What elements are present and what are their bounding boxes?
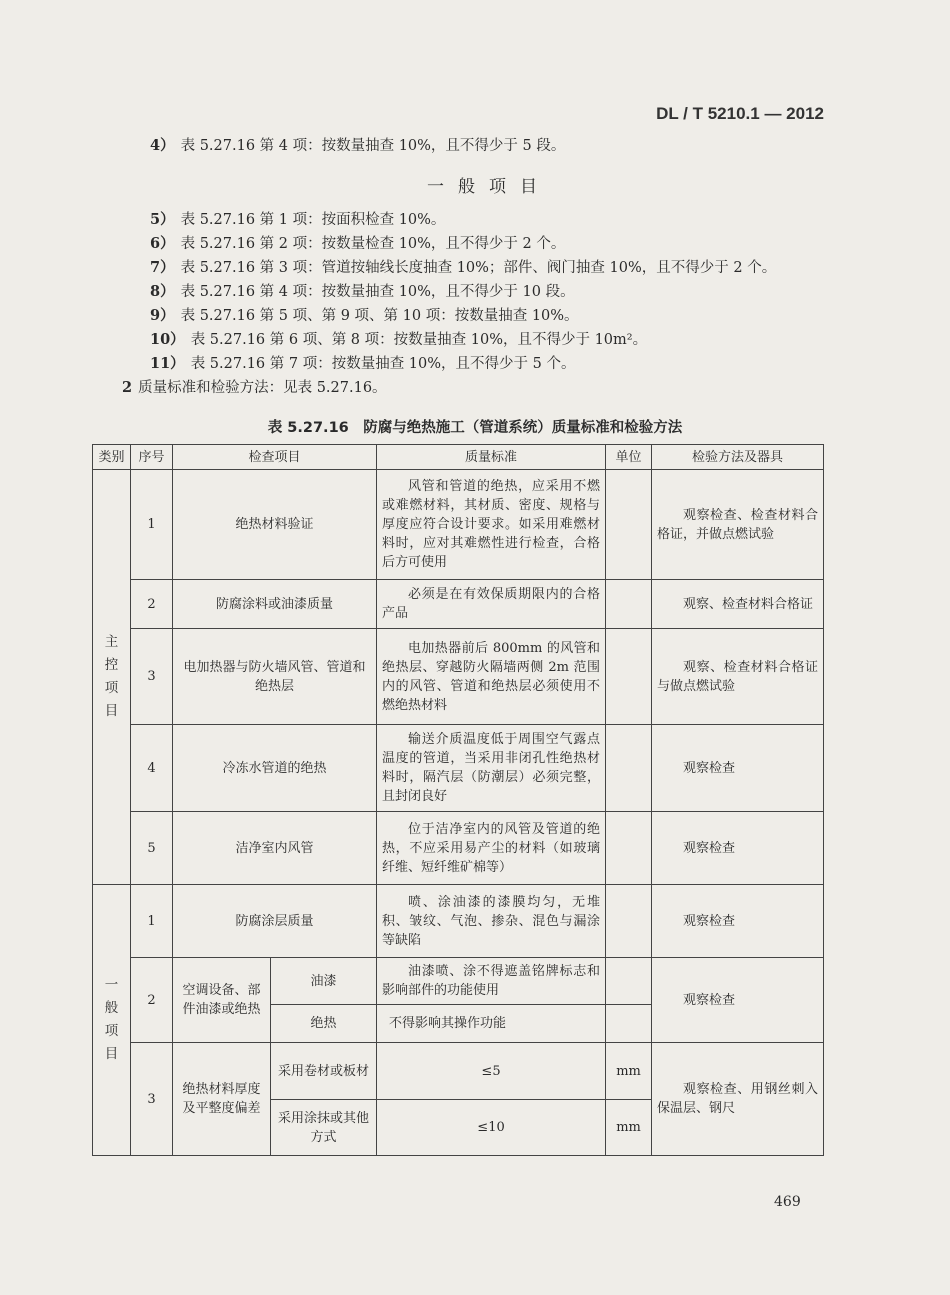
list-item [150, 210, 445, 230]
item-text: 质量标准和检验方法：见表 5.27.16。 [138, 380, 387, 396]
item-number: 8） [150, 283, 175, 300]
item-number: 9） [150, 307, 175, 324]
row-unit [606, 629, 652, 725]
row-unit [606, 470, 652, 580]
sub-item: 采用卷材或板材 [271, 1043, 377, 1100]
table-row [93, 629, 824, 725]
row-standard: 风管和管道的绝热，应采用不燃或难燃材料，其材质、密度、规格与厚度应符合设计要求。如采用难燃材料时，应对其难燃性进行检查，合格后方可使用 [377, 470, 606, 580]
row-method: 观察检查 [652, 725, 824, 812]
table-row [93, 812, 824, 885]
row-standard: ≤5 [377, 1043, 606, 1100]
row-standard: 输送介质温度低于周围空气露点温度的管道，当采用非闭孔性绝热材料时，隔汽层（防潮层）必须完整，且封闭良好 [377, 725, 606, 812]
row-method: 观察检查 [652, 885, 824, 958]
list-item [150, 354, 575, 374]
row-method: 观察、检查材料合格证与做点燃试验 [652, 629, 824, 725]
quality-standard-table [92, 444, 824, 1156]
page-number: 469 [774, 1194, 801, 1210]
row-no: 2 [131, 958, 173, 1043]
row-item: 电加热器与防火墙风管、管道和绝热层 [173, 629, 377, 725]
item-number: 7） [150, 259, 175, 276]
standard-code: DL / T 5210.1 — 2012 [656, 104, 824, 123]
row-no: 4 [131, 725, 173, 812]
row-unit [606, 812, 652, 885]
item-text: 表 5.27.16 第 4 项：按数量抽查 10%，且不得少于 5 段。 [180, 138, 566, 154]
row-standard: 喷、涂油漆的漆膜均匀，无堆积、皱纹、气泡、掺杂、混色与漏涂等缺陷 [377, 885, 606, 958]
row-unit [606, 725, 652, 812]
row-method: 观察检查、检查材料合格证，并做点燃试验 [652, 470, 824, 580]
row-no: 2 [131, 580, 173, 629]
row-method: 观察检查 [652, 958, 824, 1043]
row-standard: 电加热器前后 800mm 的风管和绝热层、穿越防火隔墙两侧 2m 范围内的风管、管道和绝热层必须使用不燃绝热材料 [377, 629, 606, 725]
row-item: 防腐涂层质量 [173, 885, 377, 958]
row-standard: 油漆喷、涂不得遮盖铭牌标志和影响部件的功能使用 [377, 958, 606, 1005]
table-row [93, 958, 824, 1005]
row-item: 绝热材料厚度及平整度偏差 [173, 1043, 271, 1156]
row-item: 洁净室内风管 [173, 812, 377, 885]
table-row [93, 885, 824, 958]
table-row [93, 1043, 824, 1100]
category-general: 一 般 项 目 [93, 885, 131, 1156]
row-standard: 必须是在有效保质期限内的合格产品 [377, 580, 606, 629]
item-number: 6） [150, 235, 175, 252]
table-header-row [93, 445, 824, 470]
header-method: 检验方法及器具 [652, 445, 824, 470]
row-method: 观察检查 [652, 812, 824, 885]
row-item: 空调设备、部件油漆或绝热 [173, 958, 271, 1043]
item-text: 表 5.27.16 第 7 项：按数量抽查 10%，且不得少于 5 个。 [190, 356, 576, 372]
row-unit: mm [606, 1043, 652, 1100]
header-unit: 单位 [606, 445, 652, 470]
section-title-general: 一般项目 [427, 177, 551, 197]
row-standard: 不得影响其操作功能 [377, 1005, 606, 1043]
row-unit [606, 958, 652, 1005]
row-no: 3 [131, 1043, 173, 1156]
item-number: 5） [150, 211, 175, 228]
header-item: 检查项目 [173, 445, 377, 470]
item-text: 表 5.27.16 第 6 项、第 8 项：按数量抽查 10%，且不得少于 10m²。 [190, 332, 648, 348]
row-unit [606, 885, 652, 958]
row-method: 观察检查、用钢丝刺入保温层、钢尺 [652, 1043, 824, 1156]
row-no: 3 [131, 629, 173, 725]
row-item: 冷冻水管道的绝热 [173, 725, 377, 812]
row-method: 观察、检查材料合格证 [652, 580, 824, 629]
item-number: 11） [150, 355, 185, 372]
table-row [93, 580, 824, 629]
row-unit: mm [606, 1100, 652, 1156]
row-unit [606, 1005, 652, 1043]
row-no: 1 [131, 470, 173, 580]
item-text: 表 5.27.16 第 2 项：按数量检查 10%，且不得少于 2 个。 [180, 236, 566, 252]
header-standard: 质量标准 [377, 445, 606, 470]
list-item [150, 234, 565, 254]
list-item [150, 330, 647, 350]
row-standard: 位于洁净室内的风管及管道的绝热，不应采用易产尘的材料（如玻璃纤维、短纤维矿棉等） [377, 812, 606, 885]
list-item [150, 258, 776, 278]
table-caption: 表 5.27.16 防腐与绝热施工（管道系统）质量标准和检验方法 [267, 420, 683, 436]
item-number: 2 [122, 379, 133, 396]
row-standard: ≤10 [377, 1100, 606, 1156]
row-unit [606, 580, 652, 629]
clause-2 [122, 378, 387, 398]
list-item [150, 282, 575, 302]
header-no: 序号 [131, 445, 173, 470]
item-number: 10） [150, 331, 185, 348]
row-item: 防腐涂料或油漆质量 [173, 580, 377, 629]
item-text: 表 5.27.16 第 5 项、第 9 项、第 10 项：按数量抽查 10%。 [180, 308, 579, 324]
header-category: 类别 [93, 445, 131, 470]
sub-item: 绝热 [271, 1005, 377, 1043]
row-no: 5 [131, 812, 173, 885]
sub-item: 采用涂抹或其他方式 [271, 1100, 377, 1156]
list-item [150, 306, 579, 326]
category-main: 主 控 项 目 [93, 470, 131, 885]
row-no: 1 [131, 885, 173, 958]
row-item: 绝热材料验证 [173, 470, 377, 580]
item-text: 表 5.27.16 第 4 项：按数量抽查 10%，且不得少于 10 段。 [180, 284, 575, 300]
list-item [150, 136, 565, 156]
table-row [93, 470, 824, 580]
item-number: 4） [150, 137, 175, 154]
item-text: 表 5.27.16 第 3 项：管道按轴线长度抽查 10%；部件、阀门抽查 10%，且不得少于 2 个。 [180, 260, 777, 276]
item-text: 表 5.27.16 第 1 项：按面积检查 10%。 [180, 212, 446, 228]
sub-item: 油漆 [271, 958, 377, 1005]
table-row [93, 725, 824, 812]
